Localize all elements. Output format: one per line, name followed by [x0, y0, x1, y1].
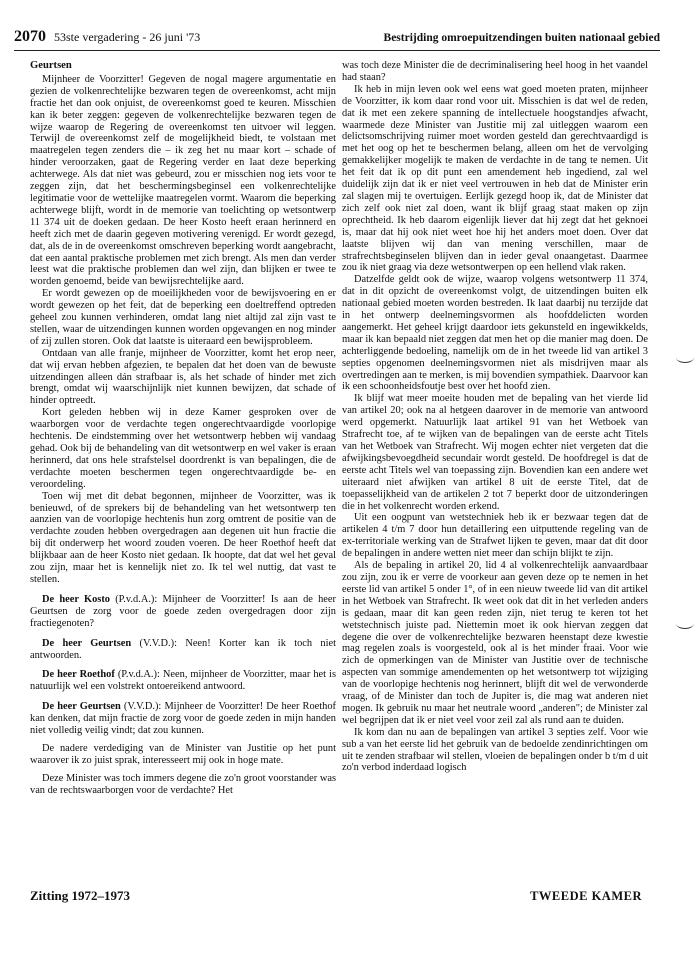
- paragraph: Kort geleden hebben wij in deze Kamer gesproken over de waarborgen voor de verdachte tegen ongerechtvaardigde voorlopige hechtenis. De eindstemming over het wetsontwerp hebben wij vandaag gehad. Ook bij de behandeling van dit wetsontwerp en wel vaker is eraan herinnerd, dat ons hele strafstelsel doordrenkt is van bepalingen, die de verdachte moeten beschermen tegen ongerechtvaardigde be- en veroordeling.: [30, 407, 336, 490]
- speaker-party: (V.V.D.):: [123, 701, 162, 713]
- page-footer: [30, 888, 642, 904]
- paragraph: was toch deze Minister die de decriminalisering heel hoog in het vaandel had staan?: [342, 60, 648, 83]
- speech-text: Neen! Korter kan ik toch niet antwoorden.: [30, 637, 336, 661]
- margin-mark: [676, 352, 694, 363]
- interjection: [30, 669, 336, 693]
- speaker-name: De heer Kosto: [42, 593, 110, 605]
- page-number: 2070: [14, 28, 46, 45]
- speaker-name: De heer Geurtsen: [42, 701, 121, 713]
- paragraph: Toen wij met dit debat begonnen, mijnheer de Voorzitter, was ik benieuwd, of de sprekers bij de behandeling van het wetsontwerp ten aanzien van de voorlopige hechtenis hun zorg omtrent de positie van de verdachte zouden hebben overgedragen aan degenen uit hun fractie die bij dit onderwerp het woord zouden voeren. De heer Roethof heeft dat blijkbaar aan de heer Kosto niet gedaan. Ik hoopte, dat dat wel het geval zou zijn, maar het is kennelijk niet zo. Ik tel wel nuttig, dat vast te stellen.: [30, 490, 336, 585]
- session-info: 53ste vergadering - 26 juni '73: [54, 30, 201, 44]
- interjection: [30, 638, 336, 662]
- interjection: [30, 594, 336, 630]
- speaker-name: De heer Roethof: [42, 669, 115, 681]
- right-column: [342, 60, 648, 882]
- running-title: Bestrijding omroepuitzendingen buiten nationaal gebied: [383, 32, 660, 44]
- left-column: [30, 60, 336, 882]
- page-header: [14, 28, 660, 48]
- paragraph: Deze Minister was toch immers degene die zo'n groot voorstander was van de rechtswaarborgen voor de verdachte? Het: [30, 772, 336, 796]
- paragraph: Ik blijf wat meer moeite houden met de bepaling van het vierde lid van artikel 20; ook na al hetgeen daarover in de memorie van antwoord werd opgemerkt. Natuurlijk laat artikel 91 van het Wetboek van Strafrecht toe, af te wijken van de bepalingen van de eerste acht Titels van het Wetboek van Strafrecht. Wij mogen echter niet vergeten dat die afwijkingsbevoegdheid secundair wordt gesteld. De hoofdregel is dat de eerste acht Titels wel van toepassing zijn. Bovendien kan een andere wet uiteraard niet afwijken van artikel 8 uit de eerste Titel, dat de toepasselijkheid van de artikelen 2 tot 7 beperkt door de uitzonderingen die in het volkenrecht worden erkend.: [342, 393, 648, 512]
- speech-text: Neen, mijnheer de Voorzitter, maar het is natuurlijk wel een volstrekt ontoereikend antwoord.: [30, 669, 336, 693]
- speaker-party: (P.v.d.A.):: [117, 669, 160, 681]
- speaker-heading: Geurtsen: [30, 60, 72, 71]
- speech-text: Mijnheer de Voorzitter! De heer Roethof kan denken, dat mijn fractie de zorg voor de goede zeden in mijn handen niet volledig veilig vindt; dat zou kunnen.: [30, 701, 336, 737]
- interjection: [30, 701, 336, 737]
- header-rule: [14, 50, 660, 51]
- paragraph: Er wordt gewezen op de moeilijkheden voor de bewijsvoering en er wordt gewezen op het feit, dat de beperking een doeltreffend optreden geheel zou kunnen verhinderen, omdat lang niet altijd zal zijn vast te stellen, waar de uitzendingen kunnen worden opgevangen en nog minder of zij zullen storen. Ook dat laatste is uiteraard een bewijsprobleem.: [30, 288, 336, 347]
- margin-mark: [676, 618, 694, 629]
- speaker-name: De heer Geurtsen: [42, 637, 132, 649]
- paragraph: De nadere verdediging van de Minister van Justitie op het punt waarover ik zo juist sprak, interesseert mij ook in hoge mate.: [30, 742, 336, 766]
- speaker-party: (V.V.D.):: [139, 637, 177, 649]
- chamber-name: TWEEDE KAMER: [530, 889, 642, 903]
- paragraph: Ik kom dan nu aan de bepalingen van artikel 3 septies zelf. Voor wie sub a van het eerste lid het gebruik van de bedoelde zendinrichtingen om uit te zenden strafbaar wil stellen, vloeien de bepalingen onder b t/m d uit zo'n verbod inderdaad logisch: [342, 726, 648, 774]
- speech-text: Mijnheer de Voorzitter! Is aan de heer Geurtsen de zorg voor de goede zeden overgedragen door zijn fractiegenoten?: [30, 593, 336, 629]
- paragraph: Ontdaan van alle franje, mijnheer de Voorzitter, komt het erop neer, dat wij ervan hebben afgezien, te bepalen dat het doen van de bewuste uitzendingen alleen dán strafbaar is, als het schade of hinder met zich brengt, omdat wij waarschijnlijk niet kunnen bewijzen, dat schade of hinder optreedt.: [30, 347, 336, 407]
- paragraph: Datzelfde geldt ook de wijze, waarop volgens wetsontwerp 11 374, dat in dit opzicht de overeenkomst volgt, de uitzendingen buiten elk nationaal gebied moeten worden bestreden. Ik laat daarbij nu terzijde dat in het ontwerp deelnemingsvormen als hoofddelicten worden aangemerkt. Het geheel krijgt daardoor iets gekunsteld en ingewikkelds, maar ik kan bepaald niet zeggen dat men het op die manier mag doen. De achterliggende bedoeling, namelijk om de in het tweede lid van artikel 3 septies opgenomen deelnemingsvormen niet als misdrijven maar als overtredingen aan te merken, is mij bovendien sympathiek. Daarvoor kan ik een schoonheidsfoutje best over het hoofd zien.: [342, 274, 648, 393]
- header-left: [14, 28, 200, 46]
- paragraph: Uit een oogpunt van wetstechniek heb ik er bezwaar tegen dat de artikelen 4 t/m 7 door hun detaillering een uitputtende regeling van de ex-territoriale werking van de Strafwet lijken te geven, maar dat dit door de bepalingen in andere wetten niet meer dan schijn blijkt te zijn.: [342, 512, 648, 560]
- session-years: Zitting 1972–1973: [30, 888, 131, 903]
- paragraph: Mijnheer de Voorzitter! Gegeven de nogal magere argumentatie en gezien de volkenrechtelijke bezwaren tegen de overeenkomst, acht mijn fractie het dan ook onjuist, de overeenkomst goed te keuren. Misschien kan ik beter zeggen: gegeven de volkenrechtelijke bezwaren tegen de wijze waarop de Regering de overeenkomst ten uitvoer wil leggen. Terwijl de overeenkomst zelf de mogelijkheid biedt, te volstaan met maatregelen tegen zenders die – ik zeg het nu maar kort – schade of hinder veroorzaken, gaat de Regering verder en laat deze beperking achterwege. Als dat niet was gebeurd, zou er misschien nog iets voor te zeggen zijn, dat het beschermingsbeginsel een volkenrechtelijke legitimatie voor de wettelijke maatregelen vormt. Waarom die beperking achterwege blijft, wordt in de memorie van toelichting op wetsontwerp 11 374 uit de doeken gedaan. De heer Kosto heeft eraan herinnerd en heeft zich met de daarin gegeven motivering verenigd. Er wordt gezegd, dat, als de in de overeenkomst omschreven beperking wordt aangebracht, dat een aantal praktische problemen met zich brengt. Als men dan verder leest wat die praktische problemen dan wel zijn, dan blijken er twee te worden genoemd, beide van bewijsrechtelijke aard.: [30, 73, 336, 288]
- paragraph: Als de bepaling in artikel 20, lid 4 al volkenrechtelijk aanvaardbaar zou zijn, zou ik er verre de voorkeur aan geven deze op te nemen in het eerste lid van artikel 5 onder 1°, of in een nieuw tweede lid van dit artikel in het Wetboek van Strafrecht. Ik weet ook dat dit in het verleden anders is gedaan, maar dit kan geen reden zijn, niet terug te keren tot het wetstechnisch juiste pad. Niettemin moet ik ook hiervan zeggen dat degene die over de volkenrechtelijke bezwaren heenstapt deze kwestie mag regelen zoals is voorgesteld, ook al is het minder fraai. Voor wie zich de opmerkingen van de Minister van Justitie over de technische aspecten van sommige amendementen op het wetsontwerp tot wijziging van de voorlopige hechtenis nog herinnert, blijft dit wel de verwonderde vraag, of de Minister dan toch de Jupiter is, die mag wat anderen niet mogen. Ik gebruik nu maar het neutrale woord „anderen"; de Minister zal wel begrijpen dat ik er niet veel voor zeil zal als rund aan te duiden.: [342, 560, 648, 726]
- speaker-party: (P.v.d.A.):: [115, 593, 158, 605]
- paragraph: Ik heb in mijn leven ook wel eens wat goed moeten praten, mijnheer de Voorzitter, ik kom daar rond voor uit. Misschien is dat wel de reden, dat ik met een zekere spanning de intellectuele hoogstandjes afwacht, waarmede deze Minister van Justitie mij zal uitleggen waarom een delictsomschrijving ruimer moet worden gesteld dan gerechtvaardigd is met het oog op het te beschermen belang, alleen om het de vervolging gemakkelijker mogelijk te maken de verdachte in de tang te nemen. Uit het feit dat ik op dit punt een amendement heb ingediend, zal wel duidelijk zijn dat ik er niet veel vertrouwen in heb dat de Minister erin zal slagen mij te overtuigen. Eerlijk gezegd hoop ik, dat de Minister dat zich zelf ook niet zal doen, want ik blijf graag staat maken op zijn oprechtheid. Ik heb daarom eigenlijk liever dat hij zegt dat het geknoei is, maar dat hij ook niet weet hoe hij het anders moet doen. Over dat laatste blijven wij dan van mening verschillen, maar de strafrechtsbeginselen blijven dan in ieder geval onaangetast. Daarmee zou ik niet graag via deze wetsontwerpen op een hellend vlak raken.: [342, 83, 648, 274]
